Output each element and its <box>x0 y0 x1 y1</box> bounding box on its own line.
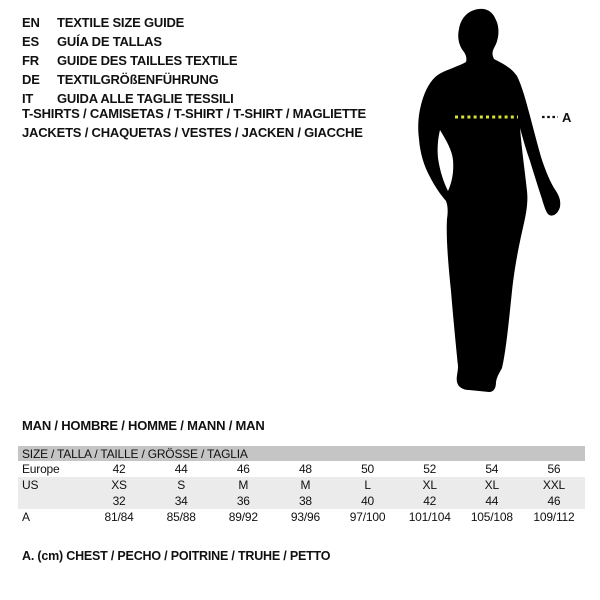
table-cell: S <box>177 478 186 492</box>
language-label: GUIDA ALLE TAGLIE TESSILI <box>57 91 234 106</box>
measure-label-a: A <box>562 110 572 125</box>
language-row-en <box>22 13 237 32</box>
language-code: ES <box>22 34 39 49</box>
table-cell: 34 <box>174 494 188 508</box>
table-cell: XXL <box>542 478 565 492</box>
language-row-de <box>22 70 237 89</box>
table-cell: 36 <box>236 494 250 508</box>
table-cell: 89/92 <box>228 510 258 524</box>
man-silhouette-svg <box>390 0 600 400</box>
table-cell: 46 <box>236 462 250 476</box>
table-cell: 97/100 <box>349 510 386 524</box>
table-cell: 32 <box>112 494 126 508</box>
table-cell: 52 <box>423 462 437 476</box>
category-line-jackets: JACKETS / CHAQUETAS / VESTES / JACKEN / GIACCHE <box>22 125 363 140</box>
category-line-tshirts: T-SHIRTS / CAMISETAS / T-SHIRT / T-SHIRT / MAGLIETTE <box>22 106 366 121</box>
row-label: A <box>22 510 30 524</box>
table-cell: XL <box>422 478 437 492</box>
table-cell: M <box>238 478 249 492</box>
man-silhouette-figure <box>390 0 600 400</box>
row-label: Europe <box>22 462 60 476</box>
table-cell: 85/88 <box>166 510 196 524</box>
table-row-us <box>18 477 585 493</box>
table-row-numeric <box>18 493 585 509</box>
table-cell: 101/104 <box>408 510 451 524</box>
table-cell: M <box>300 478 311 492</box>
language-label: GUÍA DE TALLAS <box>57 34 162 49</box>
table-cell: XL <box>484 478 499 492</box>
language-label: TEXTILE SIZE GUIDE <box>57 15 185 30</box>
size-table-header: SIZE / TALLA / TAILLE / GRÖSSE / TAGLIA <box>18 446 585 461</box>
language-code: IT <box>22 91 34 106</box>
table-cell: 40 <box>361 494 375 508</box>
size-table <box>18 446 585 525</box>
table-cell: 44 <box>174 462 188 476</box>
row-label <box>18 493 88 509</box>
table-cell: 46 <box>547 494 561 508</box>
table-cell: 81/84 <box>104 510 134 524</box>
section-title-man: MAN / HOMBRE / HOMME / MANN / MAN <box>22 418 265 433</box>
language-code: EN <box>22 15 40 30</box>
language-row-fr <box>22 51 237 70</box>
table-cell: 54 <box>485 462 499 476</box>
table-cell: 56 <box>547 462 561 476</box>
table-cell: 42 <box>112 462 126 476</box>
table-cell: 93/96 <box>290 510 320 524</box>
measurement-footnote: A. (cm) CHEST / PECHO / POITRINE / TRUHE / PETTO <box>22 549 331 563</box>
table-row-europe <box>18 461 585 477</box>
language-list <box>22 13 237 108</box>
language-label: TEXTILGRÖßENFÜHRUNG <box>57 72 219 87</box>
language-code: DE <box>22 72 40 87</box>
language-row-es <box>22 32 237 51</box>
table-cell: L <box>364 478 371 492</box>
category-heading <box>22 104 366 142</box>
table-cell: 48 <box>298 462 312 476</box>
table-cell: 109/112 <box>533 510 575 524</box>
row-label: US <box>22 478 39 492</box>
man-silhouette-path <box>418 9 560 392</box>
table-row-chest-a <box>18 509 585 525</box>
table-cell: 38 <box>298 494 312 508</box>
table-cell: XS <box>111 478 127 492</box>
size-table-header-row <box>18 446 585 461</box>
table-cell: 50 <box>361 462 375 476</box>
table-cell: 44 <box>485 494 499 508</box>
language-label: GUIDE DES TAILLES TEXTILE <box>57 53 238 68</box>
table-cell: 42 <box>423 494 437 508</box>
table-cell: 105/108 <box>470 510 513 524</box>
language-code: FR <box>22 53 39 68</box>
